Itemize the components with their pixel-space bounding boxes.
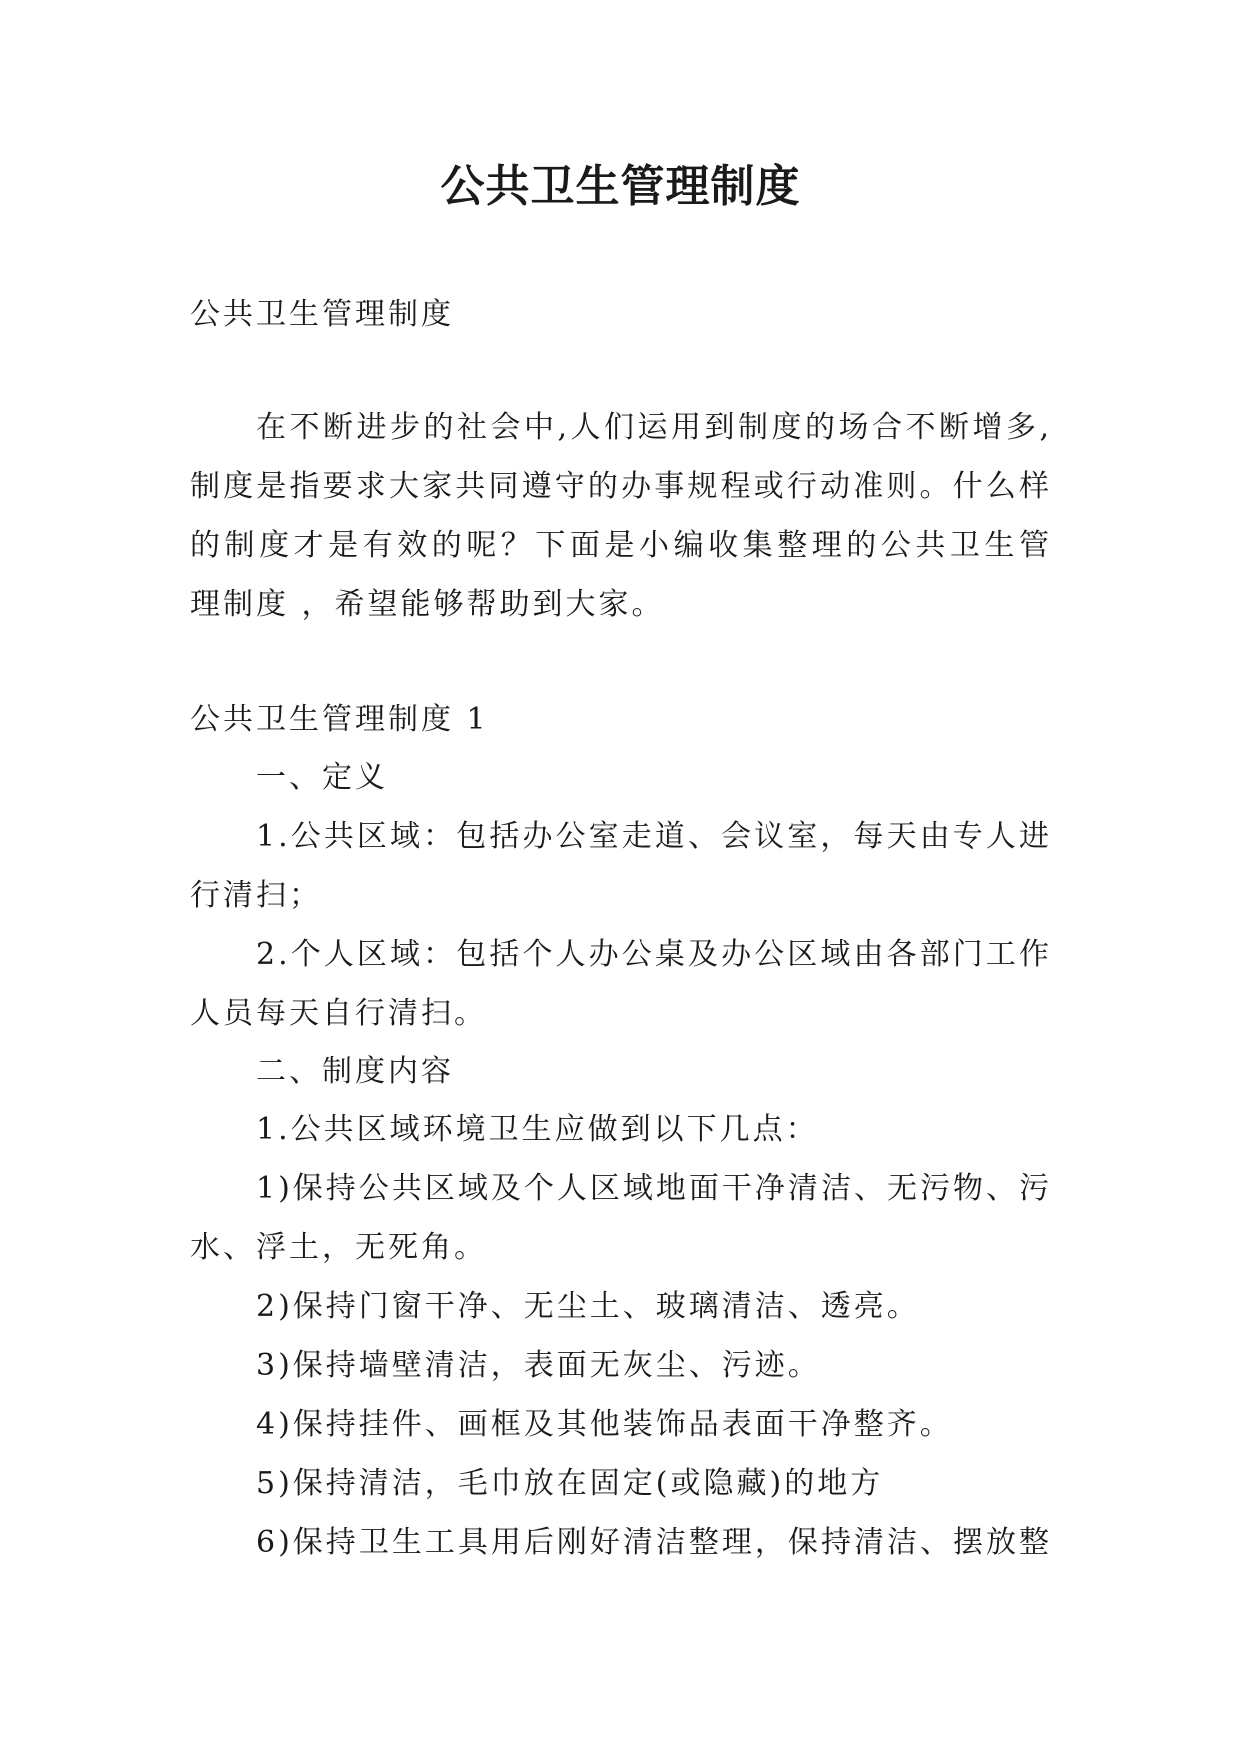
body-line: 1.公共区域：包括办公室走道、会议室，每天由专人进 <box>256 819 1052 854</box>
intro-line: 在不断进步的社会中,人们运用到制度的场合不断增多, <box>256 410 1052 445</box>
body-line: 5)保持清洁，毛巾放在固定(或隐藏)的地方 <box>256 1466 884 1501</box>
subsection-heading: 一、定义 <box>256 760 388 795</box>
intro-line: 的制度才是有效的呢？下面是小编收集整理的公共卫生管 <box>190 528 1052 563</box>
body-line: 3)保持墙壁清洁，表面无灰尘、污迹。 <box>256 1348 821 1383</box>
body-line: 行清扫； <box>190 878 322 913</box>
body-line: 1)保持公共区域及个人区域地面干净清洁、无污物、污 <box>256 1171 1052 1206</box>
intro-line: 制度是指要求大家共同遵守的办事规程或行动准则。什么样 <box>190 469 1052 504</box>
body-line: 2)保持门窗干净、无尘土、玻璃清洁、透亮。 <box>256 1289 920 1324</box>
section-heading: 公共卫生管理制度 1 <box>190 702 489 737</box>
body-line: 4)保持挂件、画框及其他装饰品表面干净整齐。 <box>256 1407 953 1442</box>
subsection-heading: 二、制度内容 <box>256 1054 454 1089</box>
body-line: 6)保持卫生工具用后刚好清洁整理，保持清洁、摆放整 <box>256 1525 1052 1560</box>
document-title: 公共卫生管理制度 <box>440 161 801 212</box>
subtitle-line: 公共卫生管理制度 <box>190 297 454 332</box>
body-line: 1.公共区域环境卫生应做到以下几点： <box>256 1112 819 1147</box>
body-line: 水、浮土，无死角。 <box>190 1230 487 1265</box>
body-line: 人员每天自行清扫。 <box>190 996 487 1031</box>
intro-line: 理制度 ，希望能够帮助到大家。 <box>190 587 665 622</box>
body-line: 2.个人区域：包括个人办公桌及办公区域由各部门工作 <box>256 937 1052 972</box>
